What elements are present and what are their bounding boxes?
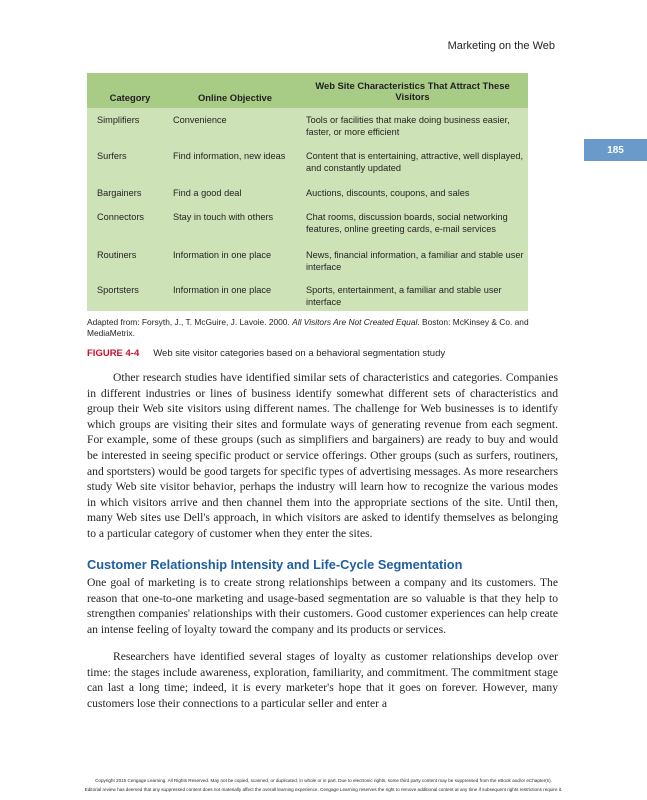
source-title: All Visitors Are Not Created Equal <box>292 317 418 327</box>
figure-caption-text: Web site visitor categories based on a behavioral segmentation study <box>153 348 446 359</box>
cell-objective: Stay in touch with others <box>173 212 274 222</box>
running-head: Marketing on the Web <box>447 40 555 52</box>
copyright-notice <box>0 777 647 794</box>
cell-attributes: News, financial information, a familiar and stable user interface <box>306 250 524 272</box>
cell-attributes: Chat rooms, discussion boards, social networking features, online greeting cards, e-mail services <box>306 212 508 234</box>
cell-objective: Information in one place <box>173 250 272 260</box>
source-suffix: . Boston: McKinsey & Co. and MediaMetrix. <box>87 317 529 338</box>
copyright-line: Editorial review has deemed that any suppressed content does not materially affect the overall learning experience. Cengage Learning reserves the right to remove additional content at any time if subsequent rights restrictions require it. <box>84 786 563 792</box>
cell-category: Surfers <box>97 151 127 161</box>
cell-objective: Find a good deal <box>173 188 242 198</box>
cell-attributes: Content that is entertaining, attractive, well displayed, and constantly updated <box>306 151 524 173</box>
cell-objective: Find information, new ideas <box>173 151 286 161</box>
header-attributes: Web Site Characteristics That Attract These Visitors <box>315 80 510 102</box>
cell-attributes: Sports, entertainment, a familiar and stable user interface <box>306 285 502 307</box>
cell-category: Simplifiers <box>97 115 140 125</box>
cell-attributes: Auctions, discounts, coupons, and sales <box>306 188 470 198</box>
source-note <box>87 317 557 339</box>
body-paragraph: Other research studies have identified similar sets of characteristics and categories. Companies in different industries or lines of business identify somewhat different sets of characteristics and group their Web site visitors using different names. The challenge for Web businesses is to identify which groups are visiting their sites and formulate ways of generating revenue from each segment. For example, some of these groups (such as simplifiers and bargainers) are ready to buy and would be interested in seeing specific product or service offerings. Other groups (such as surfers, routiners, and sportsters) would be good targets for specific types of advertising messages. As more researchers study Web site visitor behavior, perhaps the industry will learn how to recognize the various modes in which visitors arrive and then channel them into the appropriate sections of the site. Until then, many Web sites use Dell's approach, in which visitors are asked to identify themselves as belonging to a particular category of customer when they enter the sites. <box>87 371 558 540</box>
cell-category: Connectors <box>97 212 144 222</box>
copyright-line: Copyright 2015 Cengage Learning. All Rights Reserved. May not be copied, scanned, or duplicated, in whole or in part. Due to electronic rights, some third party content may be suppressed from the eBook and/or eChapter(s). <box>95 778 552 783</box>
cell-objective: Convenience <box>173 115 227 125</box>
page-number: 185 <box>584 139 647 161</box>
cell-category: Sportsters <box>97 285 139 295</box>
body-paragraph: One goal of marketing is to create strong relationships between a company and its customers. The reason that one-to-one marketing and usage-based segmentation are so valuable is that they help to strengthen companies' relationships with their customers. Good customer experiences can help create an intense feeling of loyalty toward the company and its products or services. <box>87 576 558 636</box>
cell-category: Bargainers <box>97 188 142 198</box>
body-paragraph: Researchers have identified several stages of loyalty as customer relationships develop over time: the stages include awareness, exploration, familiarity, and commitment. The commitment stage can last a long time; indeed, it is every marketer's hope that it goes on forever. However, many customers lose their connections to a particular seller and enter a <box>87 650 558 710</box>
cell-category: Routiners <box>97 250 137 260</box>
section-heading: Customer Relationship Intensity and Life-Cycle Segmentation <box>87 557 463 572</box>
figure-label: FIGURE 4-4 <box>87 348 140 359</box>
table-header <box>87 73 528 108</box>
header-objective: Online Objective <box>198 92 272 103</box>
source-prefix: Adapted from: Forsyth, J., T. McGuire, J. Lavoie. 2000. <box>87 317 293 327</box>
visitor-categories-table <box>87 73 528 311</box>
figure-caption <box>87 348 557 359</box>
header-category: Category <box>109 92 151 103</box>
cell-objective: Information in one place <box>173 285 272 295</box>
cell-attributes: Tools or facilities that make doing business easier, faster, or more efficient <box>306 115 510 137</box>
